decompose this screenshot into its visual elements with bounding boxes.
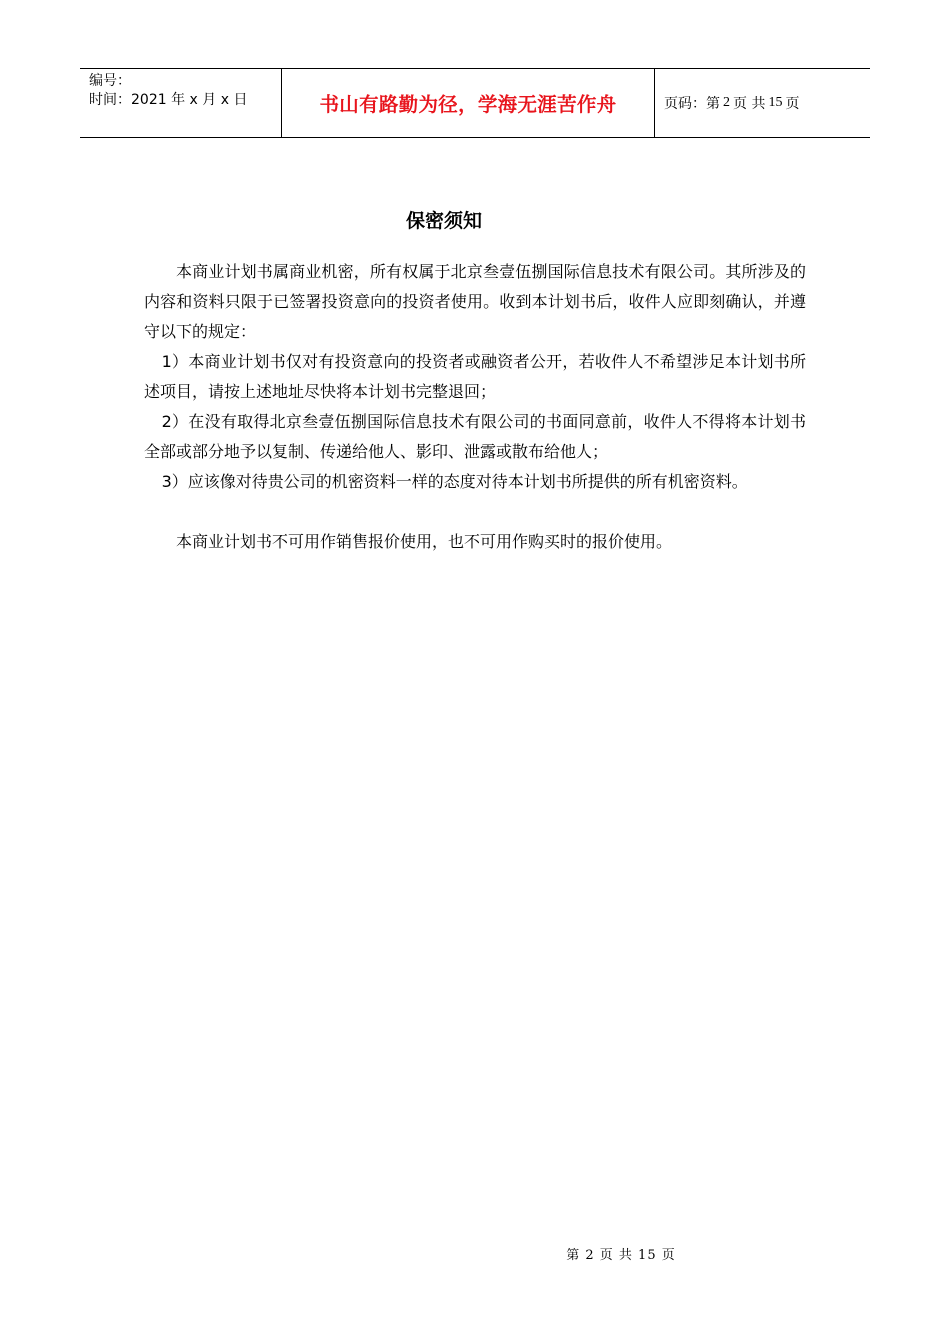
closing-paragraph: 本商业计划书不可用作销售报价使用，也不可用作购买时的报价使用。 — [176, 532, 673, 551]
page-prefix: 页码：第 — [664, 96, 720, 112]
page-current: 2 — [723, 95, 730, 110]
header-meta-cell — [80, 69, 282, 137]
list-item: 2）在没有取得北京叁壹伍捌国际信息技术有限公司的书面同意前，收件人不得将本计划书全部或部分地予以复制、传递给他人、影印、泄露或散布给他人； — [144, 412, 806, 461]
page-footer: 第 2 页 共 15 页 — [566, 1248, 676, 1263]
page-header — [80, 68, 870, 138]
page-title: 保密须知 — [405, 210, 482, 232]
list-item: 1）本商业计划书仅对有投资意向的投资者或融资者公开，若收件人不希望涉足本计划书所述项目，请按上述地址尽快将本计划书完整退回； — [144, 352, 806, 401]
paragraph-spacer — [144, 497, 806, 527]
header-page-cell — [655, 69, 870, 137]
intro-paragraph: 本商业计划书属商业机密，所有权属于北京叁壹伍捌国际信息技术有限公司。其所涉及的内容和资料只限于已签署投资意向的投资者使用。收到本计划书后，收件人应即刻确认，并遵守以下的规定： — [144, 262, 806, 341]
document-number-label: 编号： — [89, 73, 131, 89]
header-motto: 书山有路勤为径，学海无涯苦作舟 — [319, 93, 617, 116]
page-middle: 页 共 — [733, 96, 766, 112]
header-motto-cell — [282, 69, 655, 137]
document-time-label: 时间：2021 年 x 月 x 日 — [89, 92, 248, 108]
page-total: 15 — [768, 95, 783, 110]
list-item: 3）应该像对待贵公司的机密资料一样的态度对待本计划书所提供的所有机密资料。 — [161, 472, 748, 491]
page-suffix: 页 — [785, 96, 800, 112]
document-body — [144, 257, 806, 557]
